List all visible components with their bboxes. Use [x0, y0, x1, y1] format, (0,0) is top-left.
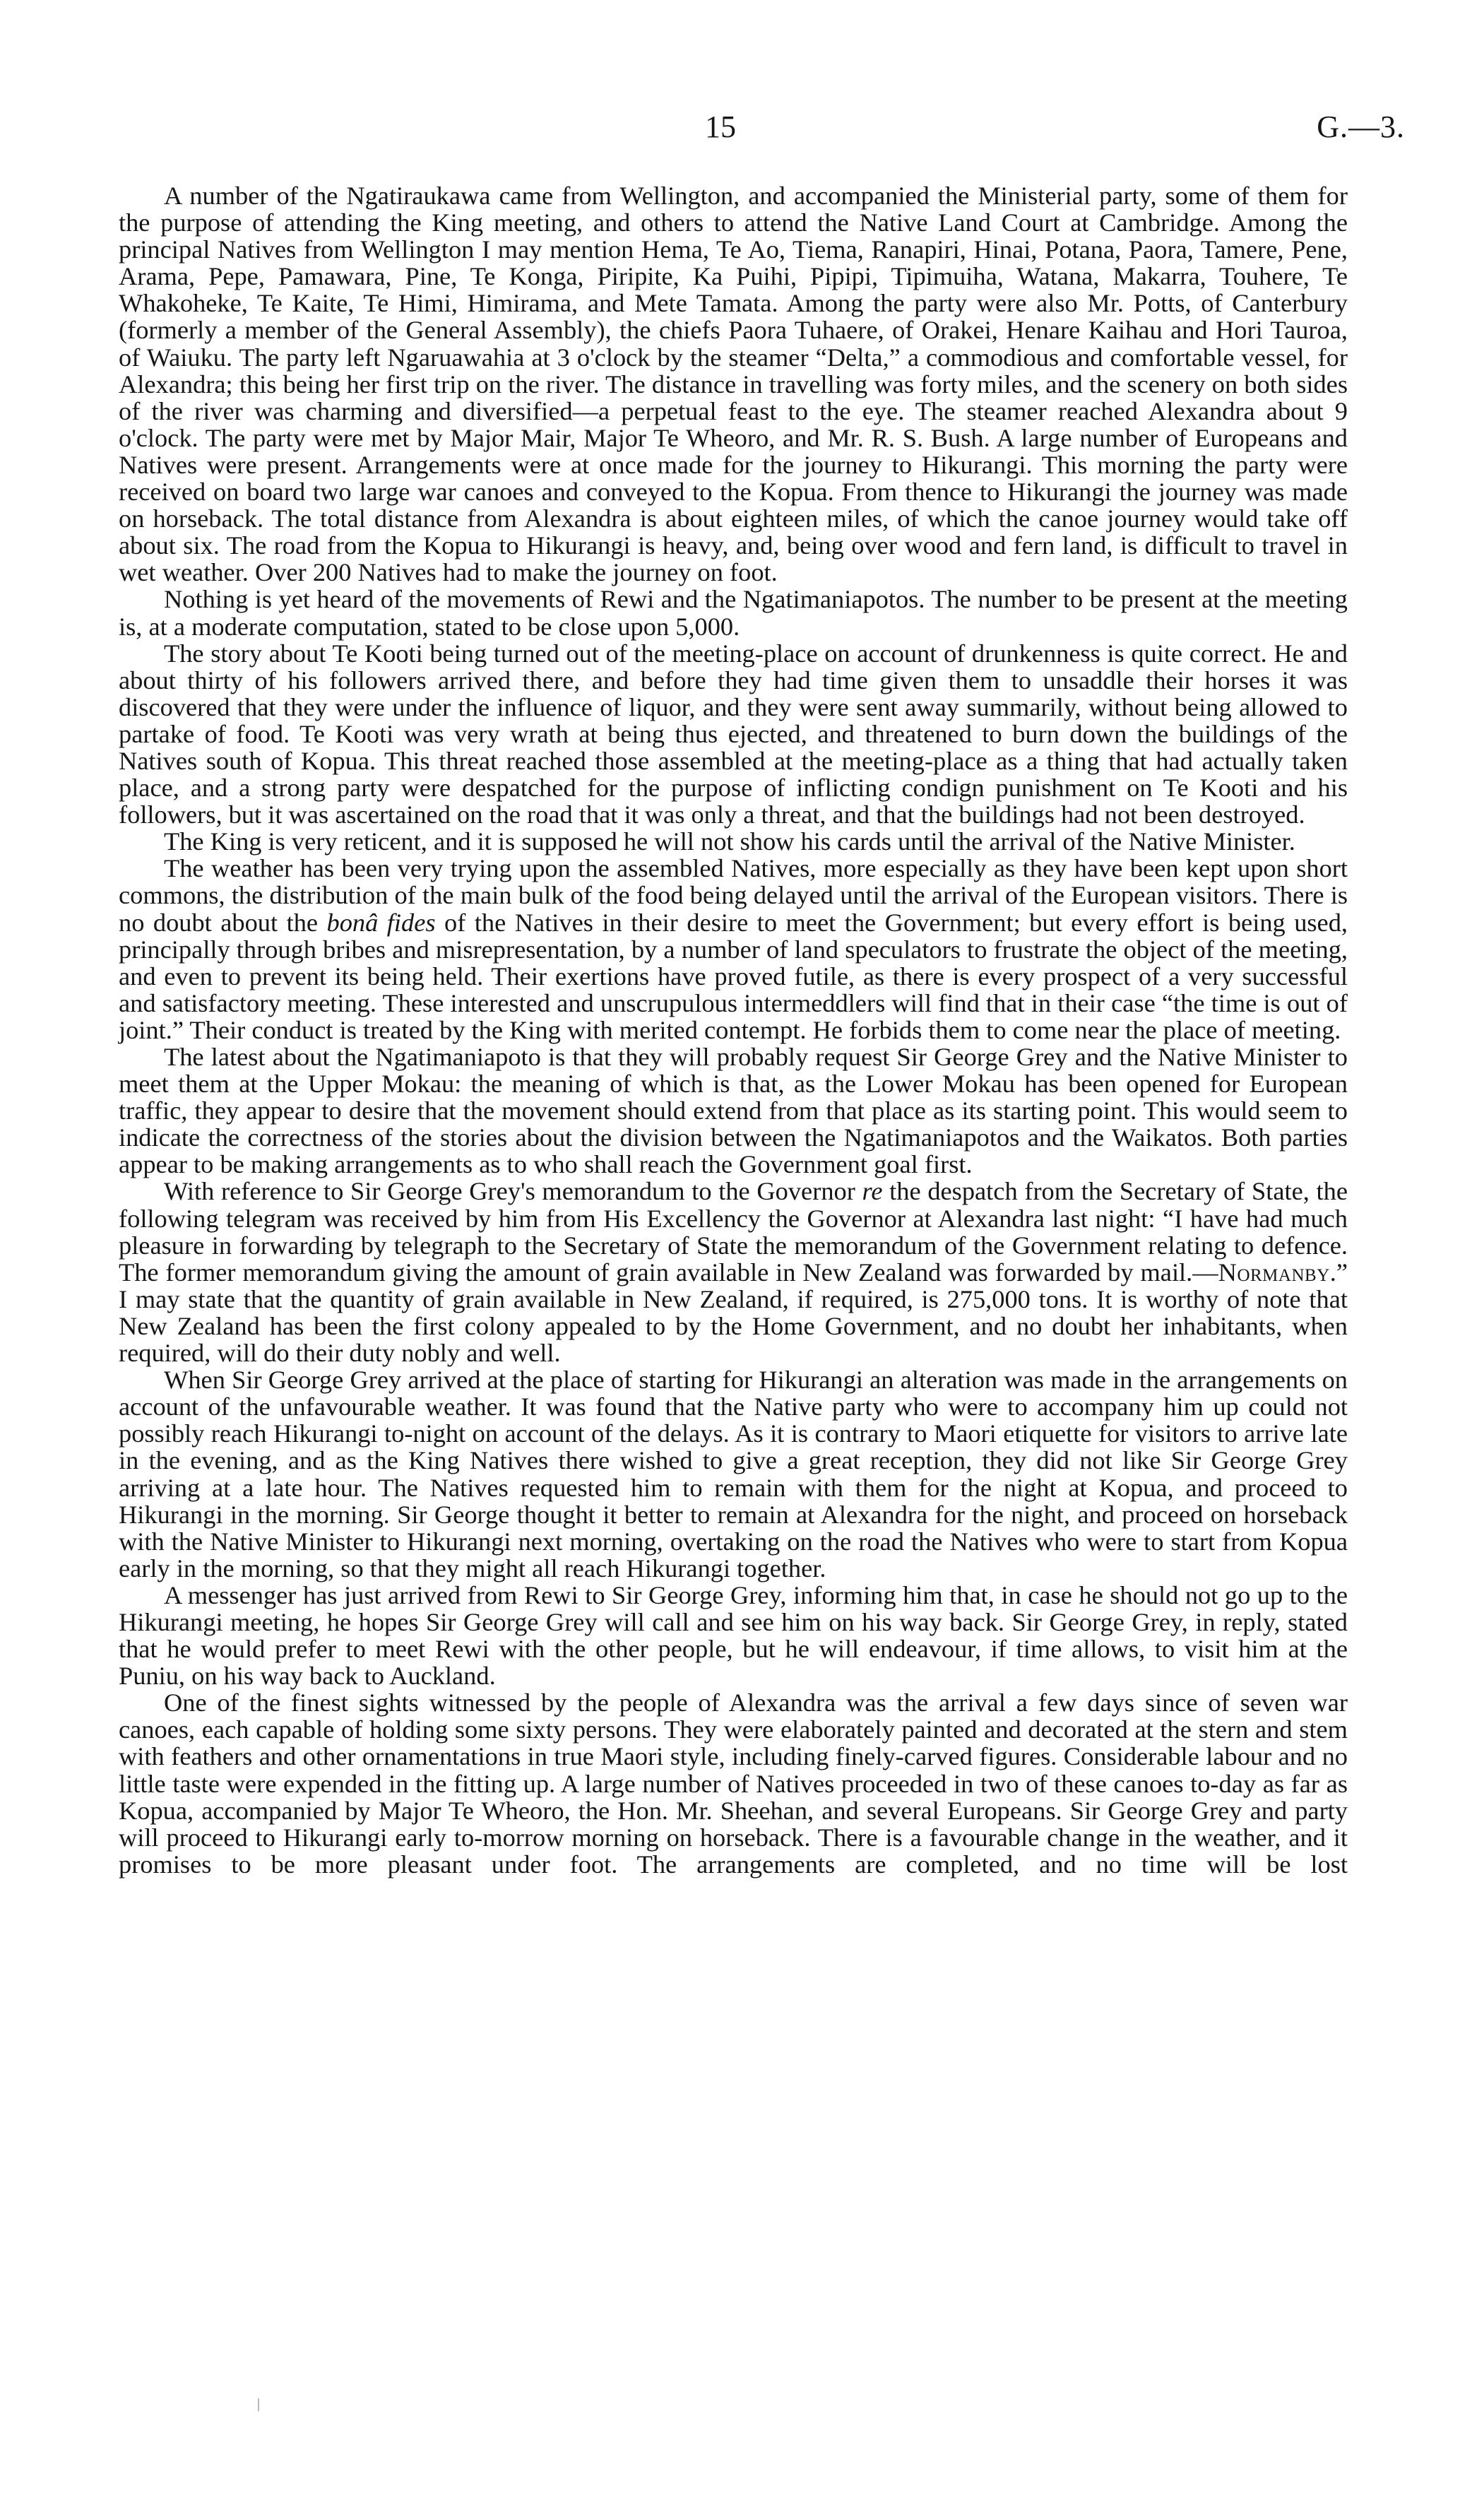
paragraph-te-kooti-story: The story about Te Kooti being turned out of the meeting-place on account of drunkenness is quite correct. He and about thirty of his followers arrived there, and before they had time given them to unsaddle their horses it was discovered that they were under the influence of liquor, and they were sent away summarily, without being allowed to partake of food. Te Kooti was very wrath at being thus ejected, and threatened to burn down the buildings of the Natives south of Kopua. This threat reached those assembled at the meeting-place as a thing that had actually taken place, and a strong party were despatched for the purpose of inflicting condign punishment on Te Kooti and his followers, but it was ascertained on the road that it was only a threat, and that the buildings had not been destroyed. [119, 639, 1348, 829]
paragraph-king-reticent: The King is very reticent, and it is supposed he will not show his cards until the arrival of the Native Minister. [164, 827, 1295, 856]
paragraph-messenger-rewi: A messenger has just arrived from Rewi to Sir George Grey, informing him that, in case he should not go up to the Hikurangi meeting, he hopes Sir George Grey will call and see him on his way back. Sir George Grey, in reply, stated that he would prefer to meet Rewi with the other people, but he will endeavour, if time allows, to visit him at the Puniu, on his way back to Auckland. [119, 1580, 1348, 1691]
paragraph-governor-telegram: With reference to Sir George Grey's memorandum to the Governor re the despatch from the Secretary of State, the following telegram was received by him from His Excellency the Governor at Alexandra last night: “I have had much pleasure in forwarding by telegraph to the Secretary of State the memorandum of the Government relating to defence. The former memorandum giving the amount of grain available in New Zealand was forwarded by mail.—Normanby.” I may state that the quantity of grain available in New Zealand, if required, is 275,000 tons. It is worthy of note that New Zealand has been the first colony appealed to by the Home Government, and no doubt her inhabitants, when required, will do their duty nobly and well. [119, 1177, 1348, 1368]
article-body [119, 182, 1348, 1878]
signature-name: Normanby [1218, 1258, 1330, 1286]
scan-mark [258, 2398, 259, 2411]
page-header [0, 106, 1460, 148]
paragraph-weather-trying: The weather has been very trying upon the assembled Natives, more especially as they have been kept upon short commons, the distribution of the main bulk of the food being delayed until the arrival of the European visitors. There is no doubt about the bonâ fides of the Natives in their desire to meet the Government; but every effort is being used, principally through bribes and misrepresentation, by a number of land speculators to frustrate the object of the meeting, and even to prevent its being held. Their exertions have proved futile, as there is every prospect of a very successful and satisfactory meeting. These interested and unscrupulous intermeddlers will find that in their case “the time is out of joint.” Their conduct is treated by the King with merited contempt. He forbids them to come near the place of meeting. [119, 854, 1348, 1044]
paragraph-war-canoes: One of the finest sights witnessed by the people of Alexandra was the arrival a few days since of seven war canoes, each capable of holding some sixty persons. They were elaborately painted and decorated at the stern and stem with feathers and other ornamentations in true Maori style, including finely-carved figures. Considerable labour and no little taste were expended in the fitting up. A large number of Natives proceeded in two of these canoes to-day as far as Kopua, accompanied by Major Te Wheoro, the Hon. Mr. Sheehan, and several Europeans. Sir George Grey and party will proceed to Hikurangi early to-morrow morning on horseback. There is a favourable change in the weather, and it promises to be more pleasant under foot. The arrangements are completed, and no time will be lost [119, 1688, 1348, 1879]
document-reference: G.—3. [1317, 110, 1405, 144]
italic-phrase: re [862, 1177, 883, 1206]
italic-phrase: bonâ fides [326, 908, 436, 937]
paragraph-ngatiraukawa-party: A number of the Ngatiraukawa came from Wellington, and accompanied the Ministerial party, some of them for the purpose of attending the King meeting, and others to attend the Native Land Court at Cambridge. Among the principal Natives from Wellington I may mention Hema, Te Ao, Tiema, Ranapiri, Hinai, Potana, Paora, Tamere, Pene, Arama, Pepe, Pamawara, Pine, Te Konga, Piripite, Ka Puihi, Pipipi, Tipimuiha, Watana, Makarra, Touhere, Te Whakoheke, Te Kaite, Te Himi, Himirama, and Mete Tamata. Among the party were also Mr. Potts, of Canterbury (formerly a member of the General Assembly), the chiefs Paora Tuhaere, of Orakei, Henare Kaihau and Hori Tauroa, of Waiuku. The party left Ngaruawahia at 3 o'clock by the steamer “Delta,” a commodious and comfortable vessel, for Alexandra; this being her first trip on the river. The distance in travelling was forty miles, and the scenery on both sides of the river was charming and diversified—a perpetual feast to the eye. The steamer reached Alexandra about 9 o'clock. The party were met by Major Mair, Major Te Wheoro, and Mr. R. S. Bush. A large number of Europeans and Natives were present. Arrangements were at once made for the journey to Hikurangi. This morning the party were received on board two large war canoes and conveyed to the Kopua. From thence to Hikurangi the journey was made on horseback. The total distance from Alexandra is about eighteen miles, of which the canoe journey would take off about six. The road from the Kopua to Hikurangi is heavy, and, being over wood and fern land, is difficult to travel in wet weather. Over 200 Natives had to make the journey on foot. [119, 182, 1348, 587]
paragraph-ngatimaniapoto-request: The latest about the Ngatimaniapoto is that they will probably request Sir George Grey and the Native Minister to meet them at the Upper Mokau: the meaning of which is that, as the Lower Mokau has been opened for European traffic, they appear to desire that the movement should extend from that place as its starting point. This would seem to indicate the correctness of the stories about the division between the Ngatimaniapotos and the Waikatos. Both parties appear to be making arrangements as to who shall reach the Government goal first. [119, 1043, 1348, 1179]
paragraph-rewi-movements: Nothing is yet heard of the movements of Rewi and the Ngatimaniapotos. The number to be present at the meeting is, at a moderate computation, stated to be close upon 5,000. [119, 585, 1348, 641]
page-number: 15 [705, 110, 736, 144]
paragraph-arrangements-altered: When Sir George Grey arrived at the place of starting for Hikurangi an alteration was made in the arrangements on account of the unfavourable weather. It was found that the Native party who were to accompany him up could not possibly reach Hikurangi to-night on account of the delays. As it is contrary to Maori etiquette for visitors to arrive late in the evening, and as the King Natives there wished to give a great reception, they did not like Sir George Grey arriving at a late hour. The Natives requested him to remain with them for the night at Kopua, and proceed to Hikurangi in the morning. Sir George thought it better to remain at Alexandra for the night, and proceed on horseback with the Native Minister to Hikurangi next morning, overtaking on the road the Natives who were to start from Kopua early in the morning, so that they might all reach Hikurangi together. [119, 1366, 1348, 1583]
